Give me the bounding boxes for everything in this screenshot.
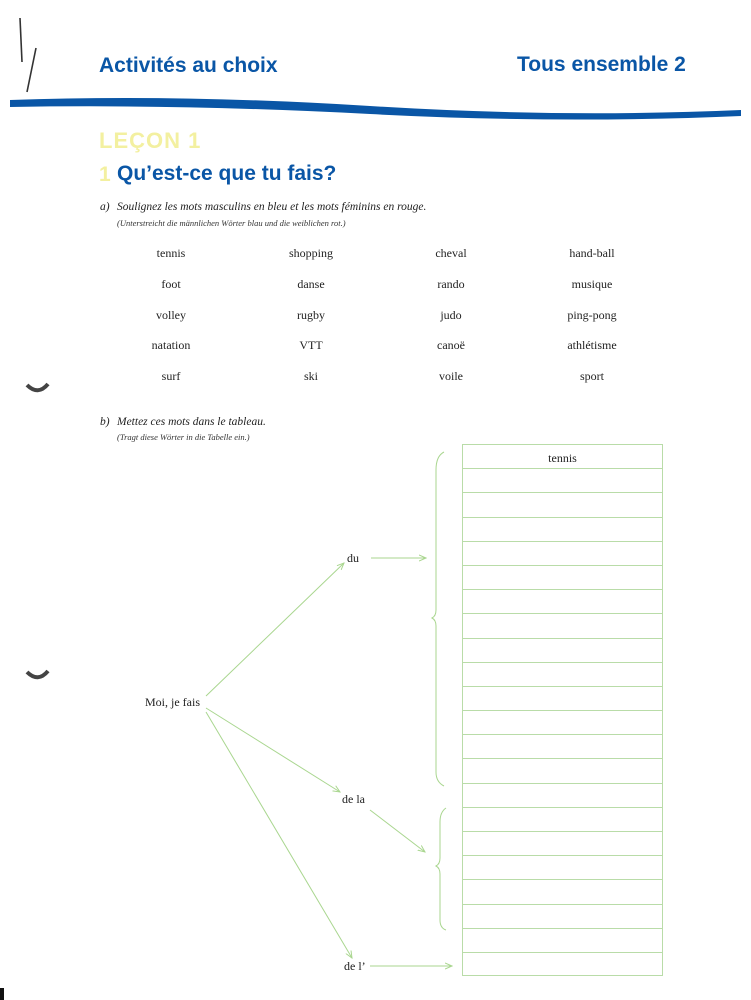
part-b-letter: b) bbox=[100, 416, 110, 428]
header-right-title: Tous ensemble 2 bbox=[517, 53, 686, 76]
header-left-title: Activités au choix bbox=[99, 54, 278, 77]
table-row[interactable] bbox=[463, 639, 662, 663]
word-item: hand-ball bbox=[569, 246, 615, 260]
table-row[interactable] bbox=[463, 832, 662, 856]
part-a-subinstruction: (Unterstreicht die männlichen Wörter blau und die weiblichen rot.) bbox=[117, 218, 346, 228]
word-item: natation bbox=[151, 338, 191, 352]
answer-table bbox=[462, 444, 663, 976]
arrow-to-delapos bbox=[206, 712, 352, 958]
table-row[interactable] bbox=[463, 759, 662, 783]
word-item: athlétisme bbox=[567, 338, 617, 352]
table-row[interactable] bbox=[463, 542, 662, 566]
arrow-to-du bbox=[206, 563, 344, 696]
table-row[interactable] bbox=[463, 905, 662, 929]
table-row[interactable] bbox=[463, 518, 662, 542]
word-item: rando bbox=[437, 277, 465, 291]
table-row[interactable] bbox=[463, 590, 662, 614]
word-item: canoë bbox=[437, 338, 465, 352]
part-b-subinstruction: (Tragt diese Wörter in die Tabelle ein.) bbox=[117, 432, 250, 442]
table-row[interactable] bbox=[463, 929, 662, 953]
brace-feminine bbox=[436, 808, 446, 930]
arrow-to-dela bbox=[206, 708, 340, 792]
part-a-instruction: Soulignez les mots masculins en bleu et les mots féminins en rouge. bbox=[117, 201, 427, 213]
word-item: tennis bbox=[156, 246, 186, 260]
brace-masculine bbox=[432, 452, 444, 786]
diagram-du-label: du bbox=[347, 551, 359, 565]
table-row[interactable] bbox=[463, 735, 662, 759]
word-item: ping-pong bbox=[567, 308, 617, 322]
word-item: surf bbox=[161, 369, 181, 383]
table-row[interactable] bbox=[463, 711, 662, 735]
word-item: shopping bbox=[288, 246, 333, 260]
arrow-dela-to-table bbox=[370, 810, 425, 852]
table-row[interactable] bbox=[463, 856, 662, 880]
table-row[interactable] bbox=[463, 566, 662, 590]
table-row[interactable] bbox=[463, 687, 662, 711]
diagram-delapos-label: de l’ bbox=[344, 959, 366, 973]
lesson-heading: LEÇON 1 bbox=[99, 128, 202, 153]
word-item: VTT bbox=[299, 338, 323, 352]
exercise-number: 1 bbox=[99, 163, 111, 186]
word-item: rugby bbox=[297, 308, 325, 322]
diagram-dela-label: de la bbox=[342, 792, 365, 806]
word-item: sport bbox=[580, 369, 604, 383]
part-a-letter: a) bbox=[100, 201, 110, 213]
table-row[interactable] bbox=[463, 808, 662, 832]
table-row[interactable] bbox=[463, 663, 662, 687]
table-row[interactable] bbox=[463, 493, 662, 517]
table-row[interactable] bbox=[463, 880, 662, 904]
table-row[interactable] bbox=[463, 784, 662, 808]
word-item: voile bbox=[439, 369, 463, 383]
word-item: foot bbox=[161, 277, 181, 291]
word-item: ski bbox=[303, 369, 318, 383]
word-item: volley bbox=[156, 308, 186, 322]
table-row[interactable]: tennis bbox=[463, 445, 662, 469]
table-row[interactable] bbox=[463, 953, 662, 977]
word-item: judo bbox=[440, 308, 462, 322]
word-item: danse bbox=[297, 277, 325, 291]
word-item: musique bbox=[571, 277, 613, 291]
diagram-start-label: Moi, je fais bbox=[145, 695, 200, 709]
part-b-instruction: Mettez ces mots dans le tableau. bbox=[117, 416, 266, 428]
exercise-title: Qu’est-ce que tu fais? bbox=[117, 162, 337, 185]
table-row[interactable] bbox=[463, 469, 662, 493]
word-item: cheval bbox=[435, 246, 467, 260]
table-row[interactable] bbox=[463, 614, 662, 638]
